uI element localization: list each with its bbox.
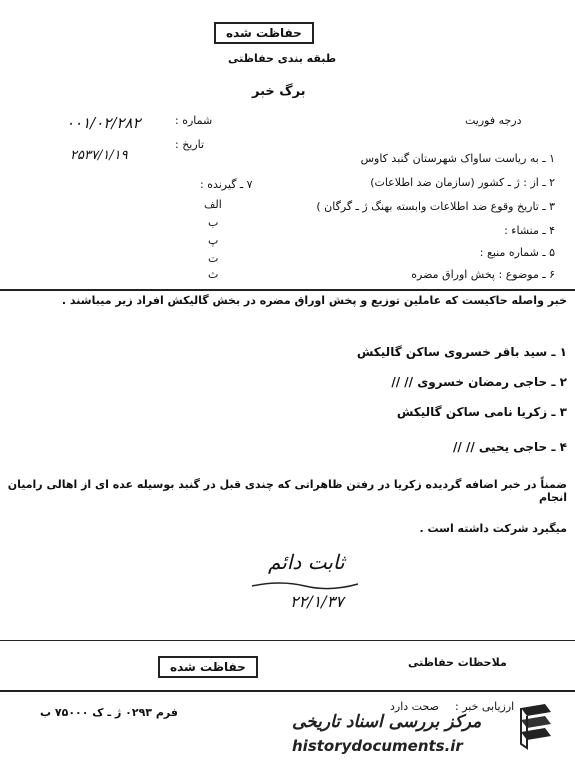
classification-label: طبقه بندی حفاظتی [228, 52, 337, 65]
person-1: ۱ ـ سید باقر خسروی ساکن گالیکش [356, 345, 567, 359]
bottom-stamp: حفاظت شده [158, 656, 258, 678]
signature-underline [250, 578, 360, 592]
recipient-letter-pe: پ [208, 234, 219, 247]
person-4: ۴ ـ حاجی یحیی // // [453, 440, 567, 454]
divider-middle [0, 640, 575, 641]
date-value: ۲۵۳۷/۱/۱۹ [70, 148, 128, 163]
divider-bottom [0, 690, 575, 692]
field-event-date: ۳ ـ تاریخ وقوع ضد اطلاعات وابسته بهنگ ژ ـ گرگان ) [316, 200, 555, 213]
watermark-title: مرکز بررسی اسناد تاریخی [292, 712, 482, 732]
divider-top [0, 289, 575, 291]
recipient-letter-te: ت [208, 252, 219, 265]
recipient-letter-be: ب [208, 216, 219, 229]
form-code: فرم ۰۲۹۳ ژ ـ ک ۷۵۰۰۰ ب [40, 706, 178, 719]
field-from: ۲ ـ از : ژ ـ کشور (سازمان ضد اطلاعات) [370, 176, 555, 189]
field-origin: ۴ ـ منشاء : [504, 224, 555, 237]
recipient-letter-alef: الف [204, 198, 222, 211]
person-3: ۳ ـ زکریا نامی ساکن گالیکش [396, 405, 567, 419]
number-label: شماره : [175, 114, 213, 127]
note-line-2: میگیرد شرکت داشته است . [419, 522, 567, 535]
watermark-url: historydocuments.ir [292, 737, 463, 755]
top-stamp: حفاظت شده [214, 22, 314, 44]
field-subject: ۶ ـ موضوع : پخش اوراق مضره [411, 268, 555, 281]
date-label: تاریخ : [175, 138, 205, 151]
field-recipient-office: ۱ ـ به ریاست ساواک شهرستان گنبد کاوس [360, 152, 555, 165]
field-source-number: ۵ ـ شماره منبع : [479, 246, 555, 259]
recipient-label: ۷ ـ گیرنده : [200, 178, 253, 191]
intro-line: خبر واصله حاکیست که عاملین توزیع و پخش اوراق مضره در بخش گالیکش افراد زیر میباشند . [61, 294, 567, 307]
number-value: ۰۰۱/۰۲/۲۸۲ [66, 114, 141, 132]
book-logo-icon [515, 702, 557, 750]
signature-date: ۲۲/۱/۳۷ [290, 592, 344, 611]
remarks-label: ملاحظات حفاظتی [408, 656, 507, 669]
note-line-1: ضمناً در خبر اضافه گردیده زکریا در رفتن ظاهراتی که چندی قبل در گنبد بوسیله عده ای از اهالی رامیان انجام [7, 478, 567, 504]
accuracy-label: صحت دارد [390, 700, 439, 713]
form-title: برگ خبر [252, 84, 306, 99]
person-2: ۲ ـ حاجی رمضان خسروی // // [391, 375, 567, 389]
recipient-letter-se: ث [208, 268, 219, 281]
signature: ثابت دائم [268, 550, 345, 574]
assessment-label: ارزیابی خبر : [455, 700, 515, 713]
urgency-label: درجه فوریت [465, 114, 522, 127]
